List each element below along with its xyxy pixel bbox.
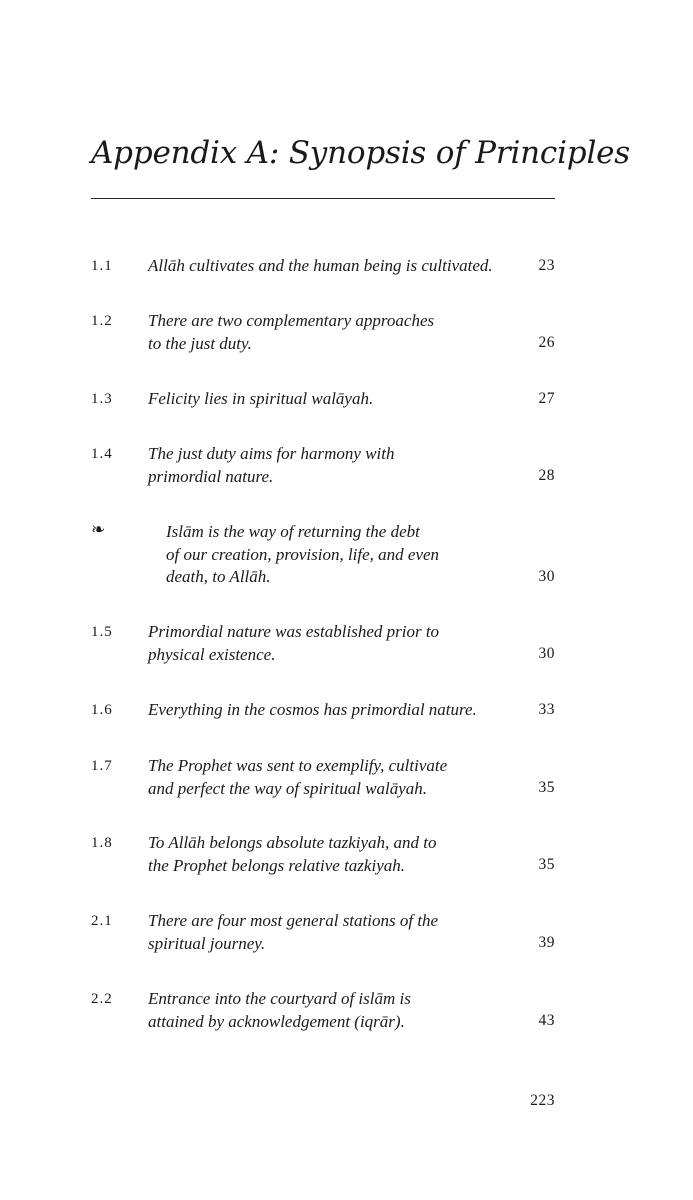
principle-page: 27 xyxy=(538,390,555,407)
principle-number: 1.8 xyxy=(91,835,113,851)
principle-text-line: Entrance into the courtyard of islām is xyxy=(148,989,411,1008)
principle-text-line: spiritual journey. xyxy=(148,933,266,953)
principle-text xyxy=(148,621,518,666)
principle-text-line: and perfect the way of spiritual walāyah. xyxy=(148,778,428,798)
principle-text xyxy=(148,388,518,411)
principle-page: 39 xyxy=(538,934,555,951)
principle-text-line: the Prophet belongs relative tazkiyah. xyxy=(148,855,405,875)
principle-text-line: to the just duty. xyxy=(148,333,252,353)
principle-page: 35 xyxy=(538,779,555,796)
principle-text-line: To Allāh belongs absolute tazkiyah, and to xyxy=(148,833,437,852)
principle-text-line: There are two complementary approaches xyxy=(148,311,435,330)
principle-text xyxy=(166,521,516,589)
principle-page: 30 xyxy=(538,568,555,585)
principle-text xyxy=(148,699,518,722)
principle-page: 43 xyxy=(538,1012,555,1029)
principle-text-line: attained by acknowledgement (iqrār). xyxy=(148,1011,405,1031)
principle-number: 2.1 xyxy=(91,913,113,929)
principle-text-line: Primordial nature was established prior to xyxy=(148,622,440,641)
fleuron-icon: ❧ xyxy=(91,520,106,540)
principle-text-line: Allāh cultivates and the human being is cultivated. xyxy=(148,256,493,275)
page-number: 223 xyxy=(530,1092,555,1109)
principle-text xyxy=(148,910,518,955)
page-title: Appendix A: Synopsis of Principles xyxy=(91,135,631,171)
title-rule xyxy=(91,198,555,199)
principle-text xyxy=(148,443,518,488)
principle-page: 33 xyxy=(538,701,555,718)
principle-text-line: physical existence. xyxy=(148,644,276,664)
principle-number: 1.1 xyxy=(91,258,113,274)
principle-number: 1.6 xyxy=(91,702,113,718)
principle-number: 1.3 xyxy=(91,391,113,407)
principle-text-line: of our creation, provision, life, and even xyxy=(166,544,440,564)
principle-text-line: The Prophet was sent to exemplify, cultivate xyxy=(148,756,448,775)
principle-text xyxy=(148,310,518,355)
principle-text xyxy=(148,988,518,1033)
principle-text xyxy=(148,255,518,278)
principle-number: 1.5 xyxy=(91,624,113,640)
principle-page: 35 xyxy=(538,856,555,873)
principle-text xyxy=(148,832,518,877)
principle-text-line: Everything in the cosmos has primordial nature. xyxy=(148,700,477,719)
principle-number: 1.7 xyxy=(91,758,113,774)
principle-text xyxy=(148,755,518,800)
principle-text-line: Felicity lies in spiritual walāyah. xyxy=(148,389,374,408)
principle-page: 28 xyxy=(538,467,555,484)
principle-text-line: The just duty aims for harmony with xyxy=(148,444,395,463)
principle-text-line: Islām is the way of returning the debt xyxy=(166,522,420,541)
principle-number: 1.4 xyxy=(91,446,113,462)
principle-page: 23 xyxy=(538,257,555,274)
principle-number: 1.2 xyxy=(91,313,113,329)
principle-text-line: primordial nature. xyxy=(148,466,274,486)
principle-page: 26 xyxy=(538,334,555,351)
principle-text-line: death, to Allāh. xyxy=(166,567,271,586)
principle-number: 2.2 xyxy=(91,991,113,1007)
principle-page: 30 xyxy=(538,645,555,662)
principle-text-line: There are four most general stations of the xyxy=(148,911,439,930)
